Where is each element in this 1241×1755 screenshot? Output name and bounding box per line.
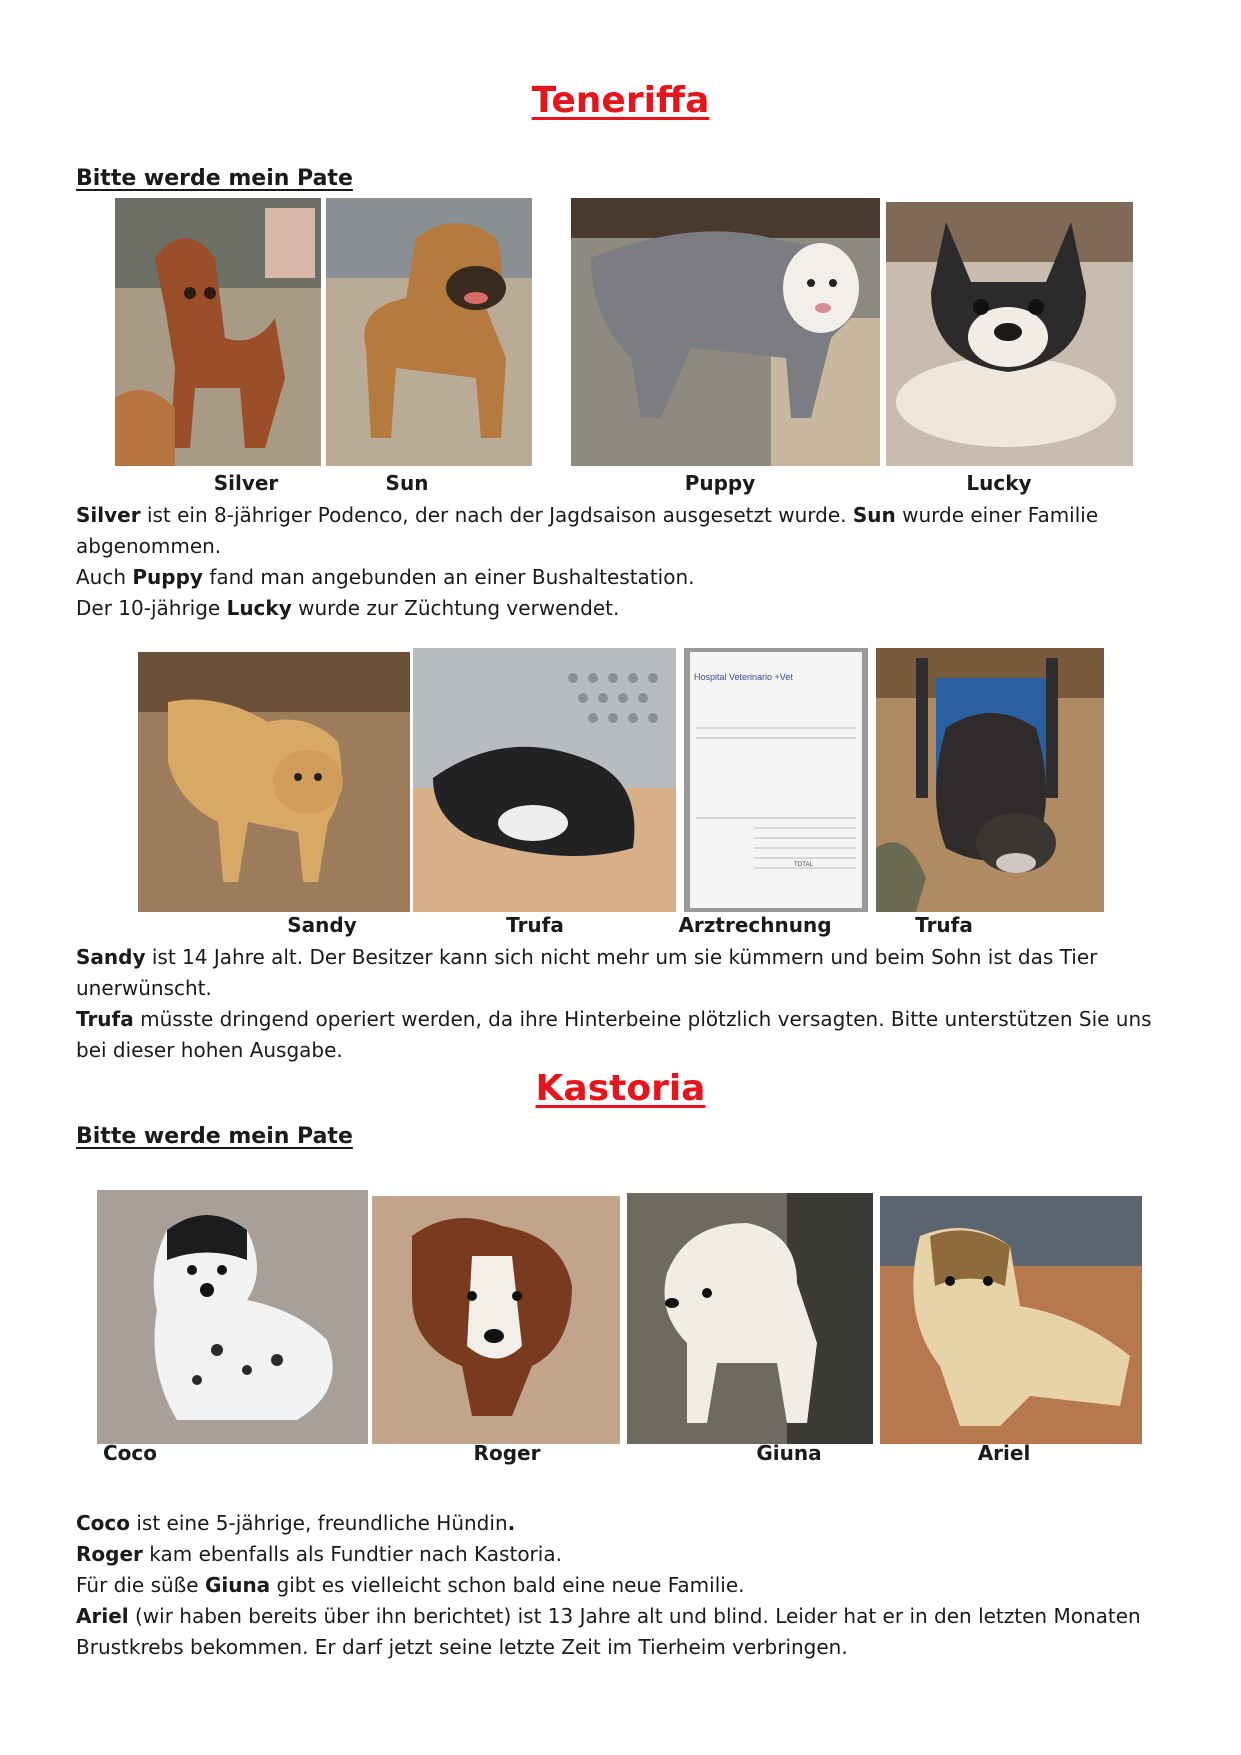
- para-line-ariel: Ariel (wir haben bereits über ihn berichtet) ist 13 Jahre alt und blind. Leider hat er in den letzten Monaten Brustkrebs bekommen. Er darf jetzt seine letzte Zeit im Tierheim verbringen.: [76, 1604, 1141, 1659]
- caption-giuna: Giuna: [756, 1441, 822, 1465]
- para-line-giuna: Für die süße Giuna gibt es vielleicht schon bald eine neue Familie.: [76, 1573, 745, 1597]
- photo-sun: [326, 198, 532, 466]
- para-line-trufa: Trufa müsste dringend operiert werden, da ihre Hinterbeine plötzlich versagten. Bitte unterstützen Sie uns bei dieser hohen Ausgabe.: [76, 1007, 1152, 1062]
- para-line-coco: Coco ist eine 5-jährige, freundliche Hündin.: [76, 1511, 516, 1535]
- description-kastoria: [76, 1508, 1176, 1663]
- caption-arztrechnung: Arztrechnung: [678, 913, 832, 937]
- section-title-kastoria: Kastoria: [535, 1068, 706, 1109]
- para-line-silver-sun: Silver ist ein 8-jähriger Podenco, der nach der Jagdsaison ausgesetzt wurde. Sun wurde einer Familie abgenommen.: [76, 503, 1099, 558]
- para-line-lucky: Der 10-jährige Lucky wurde zur Züchtung verwendet.: [76, 596, 620, 620]
- photo-lucky: [886, 202, 1133, 466]
- photo-invoice: [684, 648, 868, 912]
- caption-roger: Roger: [473, 1441, 541, 1465]
- photo-silver: [115, 198, 321, 466]
- para-line-sandy: Sandy ist 14 Jahre alt. Der Besitzer kann sich nicht mehr um sie kümmern und beim Sohn ist das Tier unerwünscht.: [76, 945, 1098, 1000]
- sponsor-heading-kastoria: Bitte werde mein Pate: [76, 1124, 353, 1149]
- photo-roger: [372, 1196, 620, 1444]
- caption-lucky: Lucky: [966, 471, 1032, 495]
- caption-sun: Sun: [385, 471, 429, 495]
- para-line-roger: Roger kam ebenfalls als Fundtier nach Kastoria.: [76, 1542, 562, 1566]
- caption-ariel: Ariel: [977, 1441, 1031, 1465]
- photo-puppy: [571, 198, 880, 466]
- description-teneriffa-row1: [76, 500, 1176, 624]
- photo-trufa-1: [413, 648, 676, 912]
- invoice-total-label: TOTAL: [794, 862, 813, 868]
- section-title-teneriffa: Teneriffa: [531, 80, 710, 121]
- photo-giuna: [627, 1193, 873, 1444]
- caption-coco: Coco: [102, 1441, 157, 1465]
- photo-ariel: [880, 1196, 1142, 1444]
- caption-trufa-1: Trufa: [506, 913, 564, 937]
- caption-silver: Silver: [213, 471, 279, 495]
- photo-coco: [97, 1190, 368, 1444]
- caption-puppy: Puppy: [684, 471, 756, 495]
- invoice-header-text: Hospital Veterinario +Vet: [694, 672, 793, 682]
- photo-sandy: [138, 652, 410, 912]
- photo-trufa-2: [876, 648, 1104, 912]
- description-teneriffa-row2: [76, 942, 1176, 1066]
- caption-sandy: Sandy: [287, 913, 357, 937]
- para-line-puppy: Auch Puppy fand man angebunden an einer Bushaltestation.: [76, 565, 695, 589]
- sponsor-heading-teneriffa: Bitte werde mein Pate: [76, 166, 353, 191]
- caption-trufa-2: Trufa: [915, 913, 973, 937]
